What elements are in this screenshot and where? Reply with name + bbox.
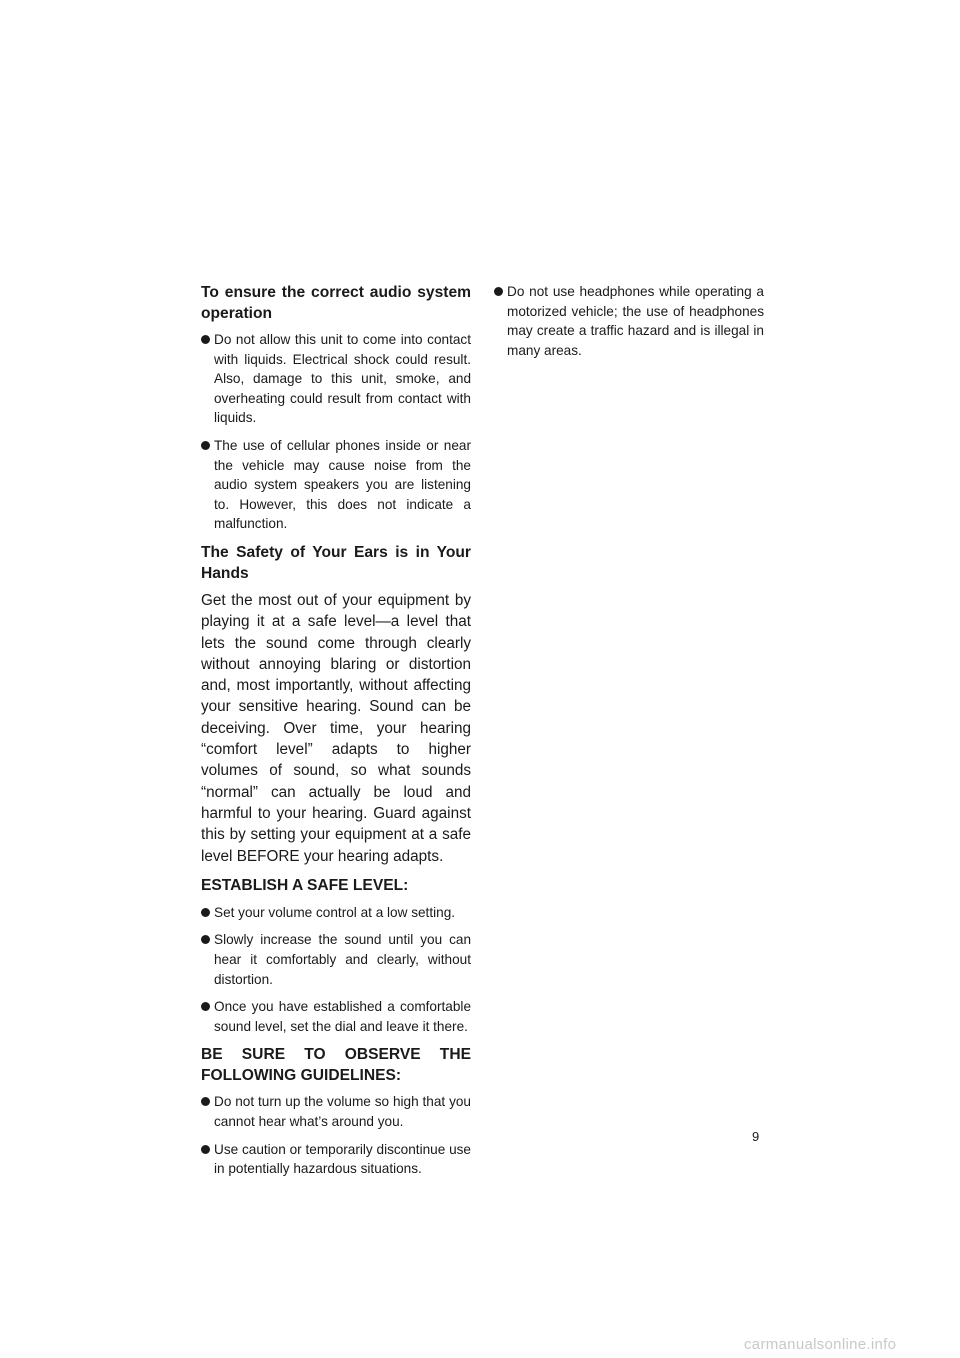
heading-observe-guidelines: BE SURE TO OBSERVE THE FOLLOWING GUIDELINES: xyxy=(201,1046,471,1085)
heading-safety-of-ears: The Safety of Your Ears is in Your Hands xyxy=(201,543,471,582)
bullet-liquids xyxy=(201,330,471,428)
bullet-text: Once you have established a comfortable sound level, set the dial and leave it there. xyxy=(214,999,471,1034)
bullet-increase-sound xyxy=(201,930,471,989)
bullet-dot-icon xyxy=(201,441,210,450)
bullet-set-dial xyxy=(201,997,471,1036)
ears-paragraph: Get the most out of your equipment by playing it at a safe level—a level that lets the sound come through clearly without annoying blaring or distortion and, most importantly, without affecting your sensitive hearing. Sound can be deceiving. Over time, your hearing “comfort level” adapts to higher volumes of sound, so what sounds “normal” can actually be loud and harmful to your hearing. Guard against this by setting your equipment at a safe level BEFORE your hearing adapts. xyxy=(201,591,471,865)
left-column xyxy=(201,282,471,1187)
bullet-volume-low xyxy=(201,903,471,923)
bullet-text: Set your volume control at a low setting. xyxy=(214,904,456,920)
bullet-text: The use of cellular phones inside or near the vehicle may cause noise from the audio system speakers you are listening to. However, this does not indicate a malfunction. xyxy=(214,437,471,532)
watermark: carmanualsonline.info xyxy=(744,1336,897,1353)
bullet-dot-icon xyxy=(201,1145,210,1154)
right-column xyxy=(494,282,764,368)
bullet-dot-icon xyxy=(201,335,210,344)
bullet-cellular-phones xyxy=(201,436,471,534)
bullet-dot-icon xyxy=(201,1097,210,1106)
bullet-dot-icon xyxy=(201,908,210,917)
bullet-dot-icon xyxy=(201,935,210,944)
bullet-use-caution xyxy=(201,1140,471,1179)
bullet-dot-icon xyxy=(201,1002,210,1011)
heading-audio-system: To ensure the correct audio system operation xyxy=(201,284,471,322)
bullet-dot-icon xyxy=(494,287,503,296)
bullet-text: Do not turn up the volume so high that you cannot hear what’s around you. xyxy=(214,1094,471,1129)
bullet-headphones xyxy=(494,282,764,360)
bullet-volume-high xyxy=(201,1092,471,1131)
heading-establish-safe-level: ESTABLISH A SAFE LEVEL: xyxy=(201,876,409,894)
bullet-text: Slowly increase the sound until you can hear it comfortably and clearly, without distortion. xyxy=(214,932,471,987)
bullet-text: Use caution or temporarily discontinue use in potentially hazardous situations. xyxy=(214,1141,471,1177)
bullet-text: Do not allow this unit to come into contact with liquids. Electrical shock could result. Also, damage to this unit, smoke, and overheating could result from contact with liquids. xyxy=(214,332,471,426)
bullet-text: Do not use headphones while operating a motorized vehicle; the use of headphones may create a traffic hazard and is illegal in many areas. xyxy=(507,284,764,358)
page-number: 9 xyxy=(752,1129,760,1144)
